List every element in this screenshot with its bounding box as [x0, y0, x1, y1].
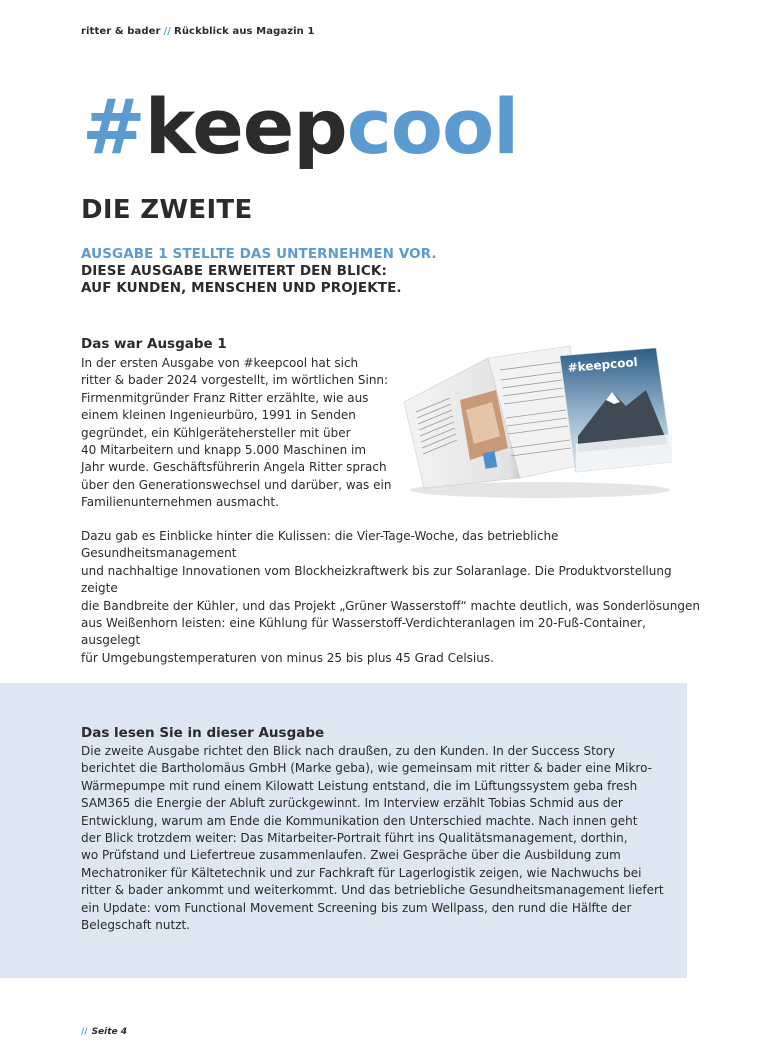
lead-line-1: AUSGABE 1 STELLTE DAS UNTERNEHMEN VOR.	[81, 246, 437, 262]
title-keep: keep	[144, 82, 347, 171]
paragraph-line: über den Generationswechsel und darüber, was ein	[81, 477, 392, 492]
paragraph-line: Dazu gab es Einblicke hinter die Kulissen: die Vier-Tage-Woche, das betriebliche Gesundheitsmanagement	[81, 529, 559, 561]
page-number: Seite 4	[91, 1027, 128, 1037]
lead-line-2: DIESE AUSGABE ERWEITERT DEN BLICK:	[81, 263, 387, 279]
paragraph-line: aus Weißenhorn leisten: eine Kühlung für Wasserstoff-Verdichteranlagen im 20-Fuß-Container, ausgelegt	[81, 616, 646, 648]
paragraph-line: 40 Mitarbeitern und knapp 5.000 Maschinen im	[81, 443, 367, 458]
paragraph-line: gegründet, ein Kühlgerätehersteller mit über	[81, 425, 351, 440]
paragraph-line: Firmenmitgründer Franz Ritter erzählte, wie aus	[81, 390, 369, 405]
page-footer	[81, 1027, 127, 1037]
section1-paragraph-1	[81, 355, 401, 512]
section2-heading: Das lesen Sie in dieser Ausgabe	[81, 725, 325, 741]
magazine-cover-title: #keepcool	[567, 354, 639, 375]
paragraph-line: Belegschaft nutzt.	[81, 918, 191, 933]
paragraph-line: In der ersten Ausgabe von #keepcool hat sich	[81, 356, 359, 370]
title-cool: cool	[346, 82, 519, 171]
header-brand: ritter & bader	[81, 26, 161, 37]
paragraph-line: Wärmepumpe mit rund einem Kilowatt Leistung entstand, die im Lüftungssystem geba fresh	[81, 778, 638, 793]
footer-separator: //	[81, 1027, 88, 1037]
paragraph-line: ritter & bader ankommt und weiterkommt. Und das betriebliche Gesundheitsmanagement liefert	[81, 883, 664, 898]
paragraph-line: berichtet die Bartholomäus GmbH (Marke geba), wie gemeinsam mit ritter & bader eine Mikro-	[81, 761, 652, 776]
paragraph-line: Jahr wurde. Geschäftsführerin Angela Ritter sprach	[81, 460, 387, 475]
paragraph-line: der Blick trotzdem weiter: Das Mitarbeiter-Portrait führt ins Qualitätsmanagement, dorthin,	[81, 831, 628, 846]
magazine-illustration	[400, 340, 680, 500]
paragraph-line: wo Prüfstand und Liefertreue zusammenlaufen. Zwei Gespräche über die Ausbildung zum	[81, 848, 621, 863]
paragraph-line: ritter & bader 2024 vorgestellt, im wörtlichen Sinn:	[81, 373, 389, 388]
magazine-title	[82, 82, 518, 172]
paragraph-line: SAM365 die Energie der Abluft zurückgewinnt. Im Interview erzählt Tobias Schmid aus der	[81, 796, 623, 811]
paragraph-line: Entwicklung, warum am Ende die Kommunikation den Unterschied machte. Nach innen geht	[81, 813, 638, 828]
paragraph-line: Familienunternehmen ausmacht.	[81, 495, 279, 510]
paragraph-line: die Bandbreite der Kühler, und das Projekt „Grüner Wasserstoff“ machte deutlich, was Sonderlösungen	[81, 598, 700, 613]
section2-paragraph	[81, 743, 671, 934]
section1-heading: Das war Ausgabe 1	[81, 336, 227, 352]
paragraph-line: für Umgebungstemperaturen von minus 25 bis plus 45 Grad Celsius.	[81, 650, 494, 665]
title-hash: #	[82, 82, 145, 171]
header-separator: //	[163, 26, 172, 37]
header-section: Rückblick aus Magazin 1	[174, 26, 315, 37]
paragraph-line: Mechatroniker für Kältetechnik und zur Fachkraft für Lagerlogistik zeigen, wie Nachwuchs bei	[81, 865, 642, 880]
page-header	[81, 26, 315, 37]
lead-text	[81, 246, 641, 297]
paragraph-line: und nachhaltige Innovationen vom Blockheizkraftwerk bis zur Solaranlage. Die Produktvorstellung zeigte	[81, 563, 672, 596]
section1-paragraph-2	[81, 528, 701, 667]
page-subtitle: DIE ZWEITE	[81, 195, 253, 225]
paragraph-line: einem kleinen Ingenieurbüro, 1991 in Senden	[81, 408, 356, 423]
paragraph-line: Die zweite Ausgabe richtet den Blick nach draußen, zu den Kunden. In der Success Story	[81, 744, 616, 758]
paragraph-line: ein Update: vom Functional Movement Screening bis zum Wellpass, den rund die Hälfte der	[81, 900, 632, 915]
lead-line-3: AUF KUNDEN, MENSCHEN UND PROJEKTE.	[81, 280, 402, 296]
